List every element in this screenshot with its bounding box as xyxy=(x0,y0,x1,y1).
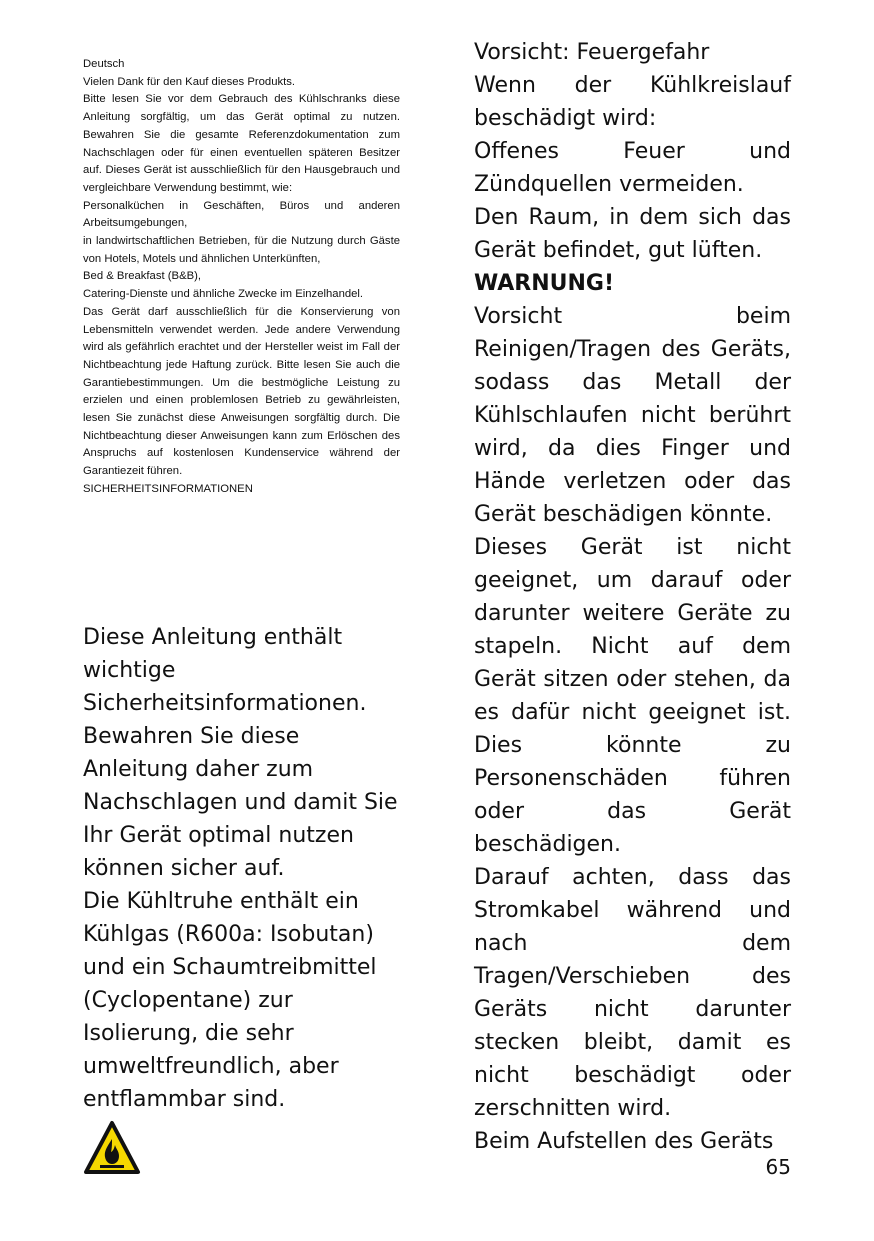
power-cable-caution: Darauf achten, dass das Stromkabel während und nach dem Tragen/Verschieben des Geräts nicht darunter stecken bleibt, damit es nicht beschädigt oder zerschnitten wird. xyxy=(474,865,791,1121)
usage-item-bnb: Bed & Breakfast (B&B), xyxy=(83,270,202,283)
safety-paragraph-3: Die Kühltruhe enthält ein Kühlgas (R600a: Isobutan) und ein Schaumtreibmittel (Cyclopentane) zur Isolierung, die sehr umweltfreundlich, aber entflammbar sind. xyxy=(83,889,377,1112)
intro-section xyxy=(83,56,400,499)
safety-info-left xyxy=(83,621,400,1116)
usage-item-offices: Personalküchen in Geschäften, Büros und anderen Arbeitsumgebungen, xyxy=(83,199,400,230)
cooling-circuit-damaged: Wenn der Kühlkreislauf beschädigt wird: xyxy=(474,73,791,131)
flammable-warning-icon xyxy=(83,1120,141,1175)
thanks-text: Vielen Dank für den Kauf dieses Produkts. xyxy=(83,75,296,88)
warning-heading: WARNUNG! xyxy=(474,271,615,296)
safety-info-right xyxy=(474,36,791,1158)
intro-paragraph: Bitte lesen Sie vor dem Gebrauch des Kühlschranks diese Anleitung sorgfältig, um das Gerät optimal zu nutzen. Bewahren Sie die gesamte Referenzdokumentation zum Nachschlagen oder für einen eventuellen späteren Besitzer auf. Dieses Gerät ist ausschließlich für den Hausgebrauch und vergleichbare Verwendung bestimmt, wie: xyxy=(83,93,400,194)
language-heading: Deutsch xyxy=(83,58,125,70)
usage-paragraph: Das Gerät darf ausschließlich für die Konservierung von Lebensmitteln verwendet werden. Jede andere Verwendung wird als gefährlich erachtet und der Hersteller weist im Fall der Nichtbeachtung jede Haftung zurück. Bitte lesen Sie auch die Garantiebestimmungen. Um die bestmögliche Leistung zu erzielen und einen problemlosen Betrieb zu gewährleisten, lesen Sie zunächst diese Anweisungen sorgfältig durch. Die Nichtbeachtung dieser Anweisungen kann zum Erlöschen des Anspruchs auf kostenlosen Kundenservice während der Garantiezeit führen. xyxy=(83,305,400,478)
ventilate-room: Den Raum, in dem sich das Gerät befindet, gut lüften. xyxy=(474,205,791,263)
safety-paragraph-1: Diese Anleitung enthält wichtige Sicherheitsinformationen. xyxy=(83,625,367,716)
installation-text: Beim Aufstellen des Geräts xyxy=(474,1129,774,1154)
stacking-caution: Dieses Gerät ist nicht geeignet, um darauf oder darunter weitere Geräte zu stapeln. Nicht auf dem Gerät sitzen oder stehen, da es dafür nicht geeignet ist. Dies könnte zu Personenschäden führen oder das Gerät beschädigen. xyxy=(474,535,791,857)
avoid-open-fire: Offenes Feuer und Zündquellen vermeiden. xyxy=(474,139,791,197)
safety-paragraph-2: Bewahren Sie diese Anleitung daher zum Nachschlagen und damit Sie Ihr Gerät optimal nutzen können sicher auf. xyxy=(83,724,398,881)
page-number: 65 xyxy=(765,1155,791,1179)
usage-item-farms-hotels: in landwirtschaftlichen Betrieben, für die Nutzung durch Gäste von Hotels, Motels und ähnlichen Unterkünften, xyxy=(83,235,400,265)
fire-caution: Vorsicht: Feuergefahr xyxy=(474,40,710,65)
safety-heading: SICHERHEITSINFORMATIONEN xyxy=(83,482,253,495)
cleaning-caution: Vorsicht beim Reinigen/Tragen des Geräts, sodass das Metall der Kühlschlaufen nicht berührt wird, da dies Finger und Hände verletzen oder das Gerät beschädigen könnte. xyxy=(474,304,791,527)
usage-item-catering: Catering-Dienste und ähnliche Zwecke im Einzelhandel. xyxy=(83,288,364,301)
